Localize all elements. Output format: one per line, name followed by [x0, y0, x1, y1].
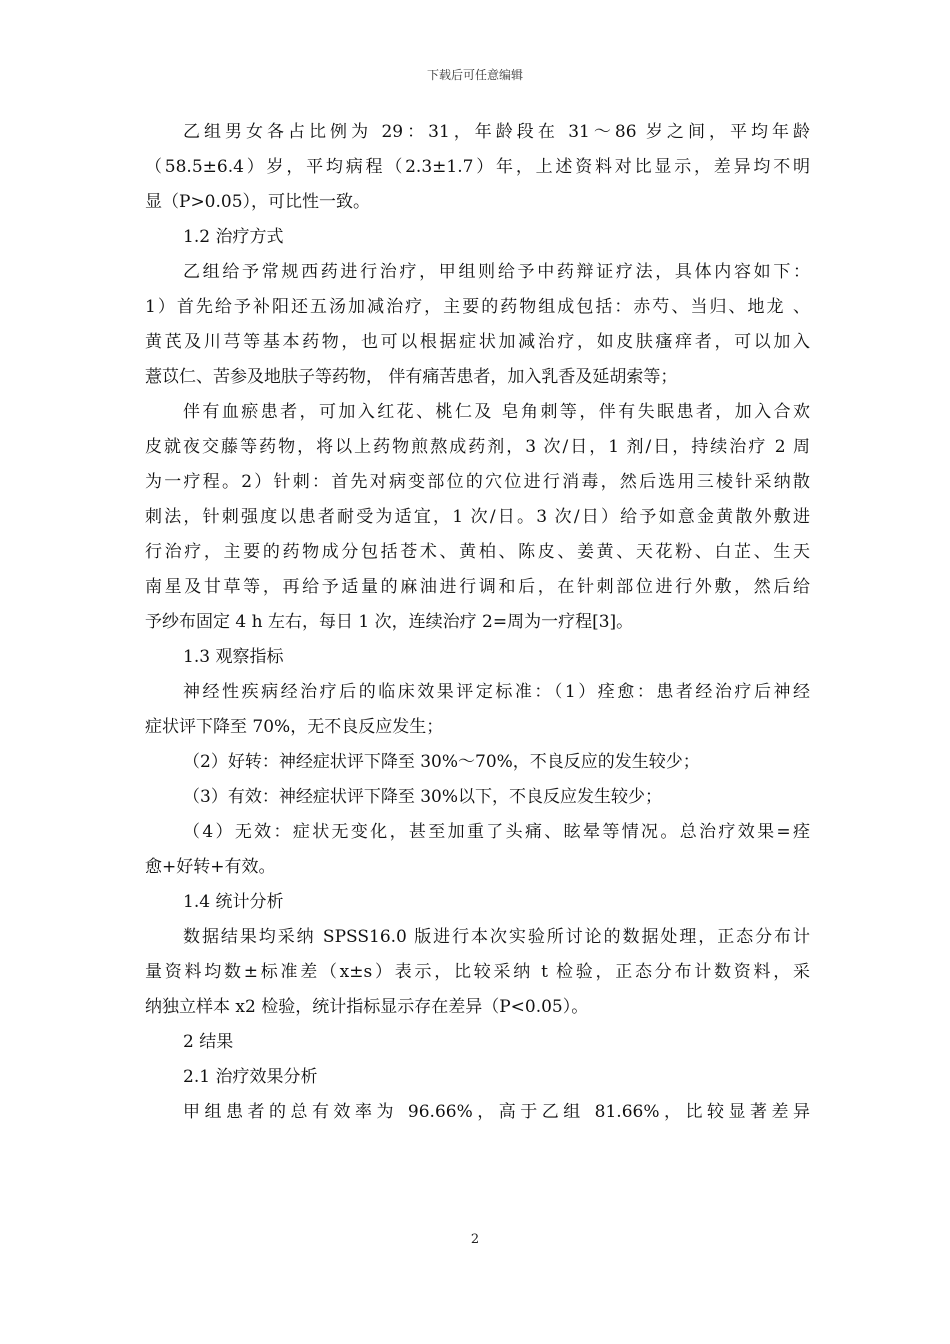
paragraph-line: 显（P>0.05），可比性一致。 [145, 192, 371, 212]
paragraph-line: 为一疗程。2）针刺：首先对病变部位的穴位进行消毒，然后选用三棱针采纳散 [145, 472, 810, 492]
paragraph-line: （58.5±6.4）岁，平均病程（2.3±1.7）年，上述资料对比显示，差异均不明 [145, 157, 810, 177]
criteria-item: （3）有效：神经症状评下降至 30%以下，不良反应发生较少； [183, 787, 663, 807]
page-number: 2 [470, 1232, 480, 1247]
document-body [145, 115, 810, 1130]
paragraph-line: 薏苡仁、苦参及地肤子等药物， 伴有痛苦患者，加入乳香及延胡索等； [145, 367, 678, 387]
paragraph-line: 皮就夜交藤等药物，将以上药物煎熬成药剂，3 次/日，1 剂/日，持续治疗 2 周 [145, 437, 810, 457]
paragraph-line: 症状评下降至 70%，无不良反应发生； [145, 717, 444, 737]
section-heading: 1.2 治疗方式 [183, 227, 284, 247]
paragraph-line: 纳独立样本 x2 检验，统计指标显示存在差异（P<0.05）。 [145, 997, 589, 1017]
paragraph-line: 行治疗，主要的药物成分包括苍术、黄柏、陈皮、姜黄、天花粉、白芷、生天 [145, 542, 810, 562]
section-heading: 1.3 观察指标 [183, 647, 284, 667]
paragraph-line: 甲组患者的总有效率为 96.66%，高于乙组 81.66%，比较显著差异 [183, 1102, 810, 1122]
paragraph-line: 乙组男女各占比例为 29：31，年龄段在 31～86 岁之间，平均年龄 [183, 122, 810, 142]
paragraph-line: 刺法，针刺强度以患者耐受为适宜，1 次/日。3 次/日）给予如意金黄散外敷进 [145, 507, 810, 527]
paragraph-line: 1）首先给予补阳还五汤加减治疗，主要的药物组成包括：赤芍、当归、地龙 、 [145, 297, 810, 317]
paragraph-line: 乙组给予常规西药进行治疗，甲组则给予中药辩证疗法，具体内容如下： [183, 262, 810, 282]
paragraph-line: 南星及甘草等，再给予适量的麻油进行调和后，在针刺部位进行外敷，然后给 [145, 577, 810, 597]
criteria-item: （2）好转：神经症状评下降至 30%～70%，不良反应的发生较少； [183, 752, 700, 772]
paragraph-line: 神经性疾病经治疗后的临床效果评定标准：（1）痊愈：患者经治疗后神经 [183, 682, 810, 702]
paragraph-line: 予纱布固定 4 h 左右，每日 1 次，连续治疗 2=周为一疗程[3]。 [145, 612, 634, 632]
paragraph-line: 黄芪及川芎等基本药物，也可以根据症状加减治疗，如皮肤瘙痒者，可以加入 [145, 332, 810, 352]
section-heading: 2 结果 [183, 1032, 234, 1052]
section-heading: 2.1 治疗效果分析 [183, 1067, 318, 1087]
criteria-item: （4）无效：症状无变化，甚至加重了头痛、眩晕等情况。总治疗效果=痊 [183, 822, 810, 842]
paragraph-line: 愈+好转+有效。 [145, 857, 276, 877]
page-header: 下载后可任意编辑 [426, 68, 523, 82]
paragraph-line: 伴有血瘀患者，可加入红花、桃仁及 皂角刺等，伴有失眠患者，加入合欢 [183, 402, 810, 422]
section-heading: 1.4 统计分析 [183, 892, 284, 912]
paragraph-line: 量资料均数±标准差（x±s）表示，比较采纳 t 检验，正态分布计数资料，采 [145, 962, 810, 982]
paragraph-line: 数据结果均采纳 SPSS16.0 版进行本次实验所讨论的数据处理，正态分布计 [183, 927, 810, 947]
